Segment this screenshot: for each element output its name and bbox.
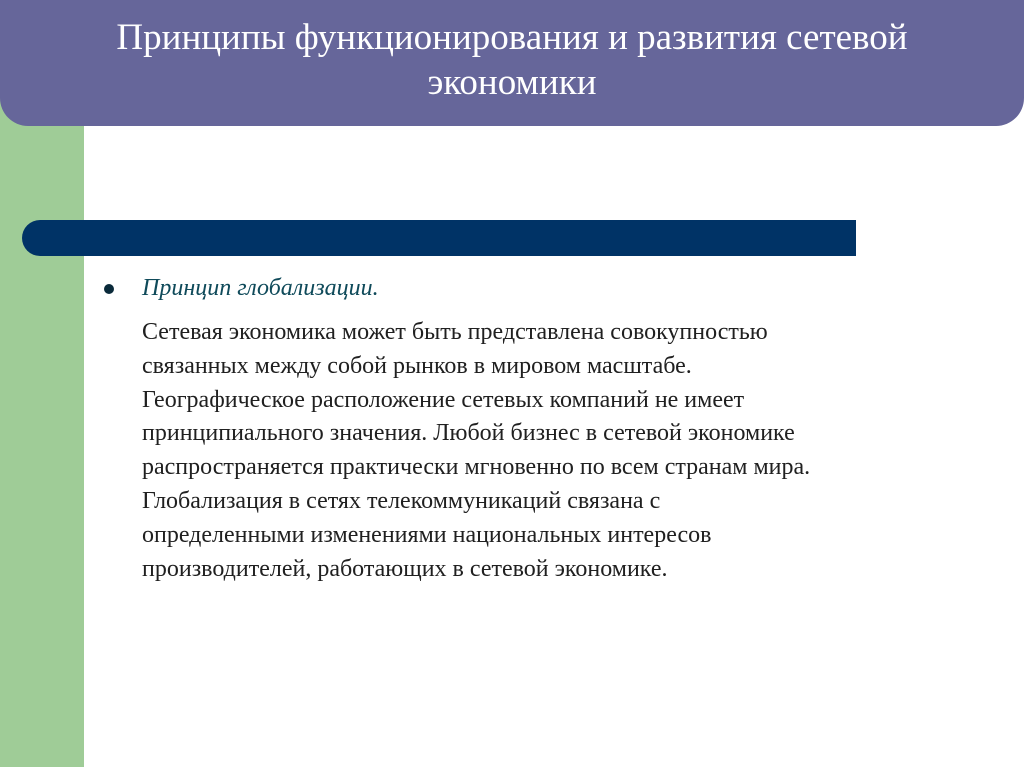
body-line: определенными изменениями национальных интересов	[142, 521, 712, 548]
body-line: Географическое расположение сетевых компаний не имеет	[142, 386, 745, 413]
content-area	[104, 272, 964, 586]
slide-title: Принципы функционирования и развития сетевой экономики	[116, 17, 908, 103]
body-line: распространяется практически мгновенно по всем странам мира.	[142, 454, 811, 481]
body-line: связанных между собой рынков в мировом масштабе.	[142, 352, 692, 379]
body-paragraph	[142, 316, 962, 586]
title-bar	[0, 0, 1024, 126]
divider-bar	[22, 220, 856, 256]
bullet-dot-icon	[104, 284, 114, 294]
body-line: принципиального значения. Любой бизнес в сетевой экономике	[142, 420, 795, 447]
body-line: Сетевая экономика может быть представлена совокупностью	[142, 319, 768, 345]
bullet-item	[104, 272, 964, 308]
body-line: производителей, работающих в сетевой экономике.	[142, 555, 668, 582]
bullet-heading: Принцип глобализации.	[142, 275, 379, 301]
body-line: Глобализация в сетях телекоммуникаций связана с	[142, 487, 661, 514]
